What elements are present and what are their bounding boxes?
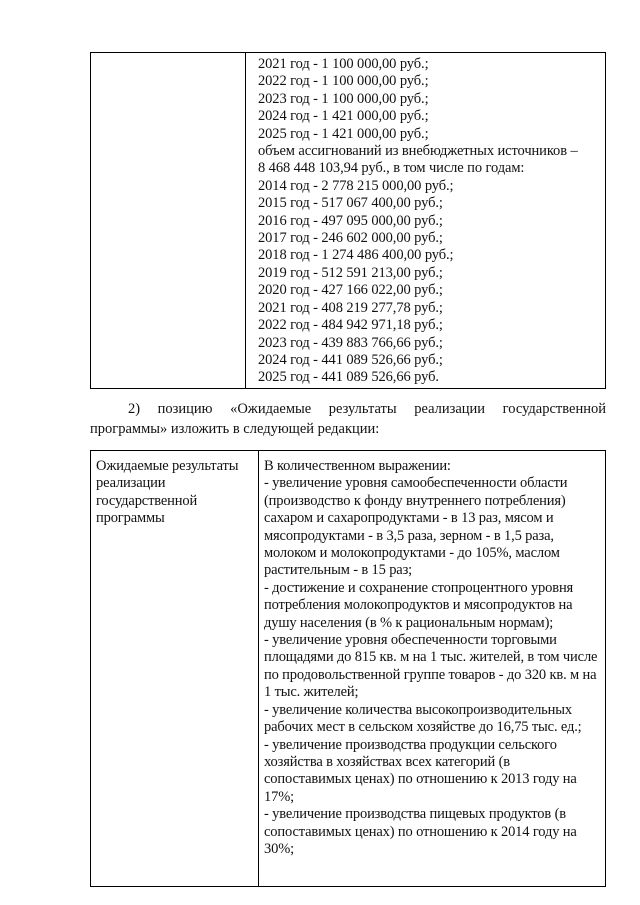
funding-line: 8 468 448 103,94 руб., в том числе по годам:: [258, 160, 525, 177]
results-item: - достижение и сохранение стопроцентного уровня потребления молокопродуктов и мясопродуктов на душу населения (в % к рациональным нормам);: [264, 579, 574, 631]
funding-line: 2022 год - 1 100 000,00 руб.;: [258, 73, 429, 90]
results-label: Ожидаемые результаты реализации государственной программы: [96, 458, 239, 527]
funding-line: 2022 год - 484 942 971,18 руб.;: [258, 317, 443, 334]
amendment-paragraph: [90, 399, 606, 439]
funding-line: 2021 год - 408 219 277,78 руб.;: [258, 299, 443, 316]
funding-table: [90, 52, 606, 389]
funding-label-cell: [91, 53, 246, 389]
results-item: - увеличение количества высокопроизводительных рабочих мест в сельском хозяйстве до 16,75 тыс. ед.;: [264, 701, 582, 736]
funding-line: 2016 год - 497 095 000,00 руб.;: [258, 212, 443, 229]
results-table: [90, 450, 606, 887]
funding-line: 2020 год - 427 166 022,00 руб.;: [258, 282, 443, 299]
funding-line: 2023 год - 1 100 000,00 руб.;: [258, 90, 429, 107]
funding-line: 2023 год - 439 883 766,66 руб.;: [258, 334, 443, 351]
results-item: - увеличение уровня обеспеченности торговыми площадями до 815 кв. м на 1 тыс. жителей, в том числе по продовольственной группе товаров - до 320 кв. м на 1 тыс. жителей;: [264, 632, 598, 701]
funding-values-cell: [246, 53, 606, 389]
results-label-cell: [91, 451, 259, 887]
funding-line: 2025 год - 1 421 000,00 руб.;: [258, 125, 429, 142]
results-item: - увеличение производства продукции сельского хозяйства в хозяйствах всех категорий (в сопоставимых ценах) по отношению к 2013 году на 17%;: [264, 736, 577, 805]
paragraph-line: программы» изложить в следующей редакции:: [90, 421, 380, 437]
funding-line: 2019 год - 512 591 213,00 руб.;: [258, 264, 443, 281]
results-item: В количественном выражении:: [264, 458, 451, 474]
funding-line: 2014 год - 2 778 215 000,00 руб.;: [258, 177, 454, 194]
funding-line: 2025 год - 441 089 526,66 руб.: [258, 369, 439, 386]
funding-line: 2015 год - 517 067 400,00 руб.;: [258, 195, 443, 212]
funding-line: 2024 год - 441 089 526,66 руб.;: [258, 351, 443, 368]
funding-line: 2017 год - 246 602 000,00 руб.;: [258, 230, 443, 247]
results-item: - увеличение уровня самообеспеченности области (производство к фонду внутреннего потребления) сахаром и сахаропродуктами - в 13 раз, мясом и мясопродуктами - в 3,5 раза, зерном - в 1,5 раза, молоком и молокопродуктами - до 105%, маслом растительным - в 15 раз;: [264, 475, 568, 579]
funding-line: 2021 год - 1 100 000,00 руб.;: [258, 56, 429, 72]
table-row: [91, 451, 606, 887]
funding-line: 2024 год - 1 421 000,00 руб.;: [258, 108, 429, 125]
results-values-cell: [259, 451, 606, 887]
table-row: [91, 53, 606, 389]
funding-line: 2018 год - 1 274 486 400,00 руб.;: [258, 247, 454, 264]
paragraph-line: 2) позицию «Ожидаемые результаты реализации государственной: [128, 401, 606, 417]
results-item: - увеличение производства пищевых продуктов (в сопоставимых ценах) по отношению к 2014 году на 30%;: [264, 806, 577, 857]
funding-line: объем ассигнований из внебюджетных источников –: [258, 143, 578, 160]
